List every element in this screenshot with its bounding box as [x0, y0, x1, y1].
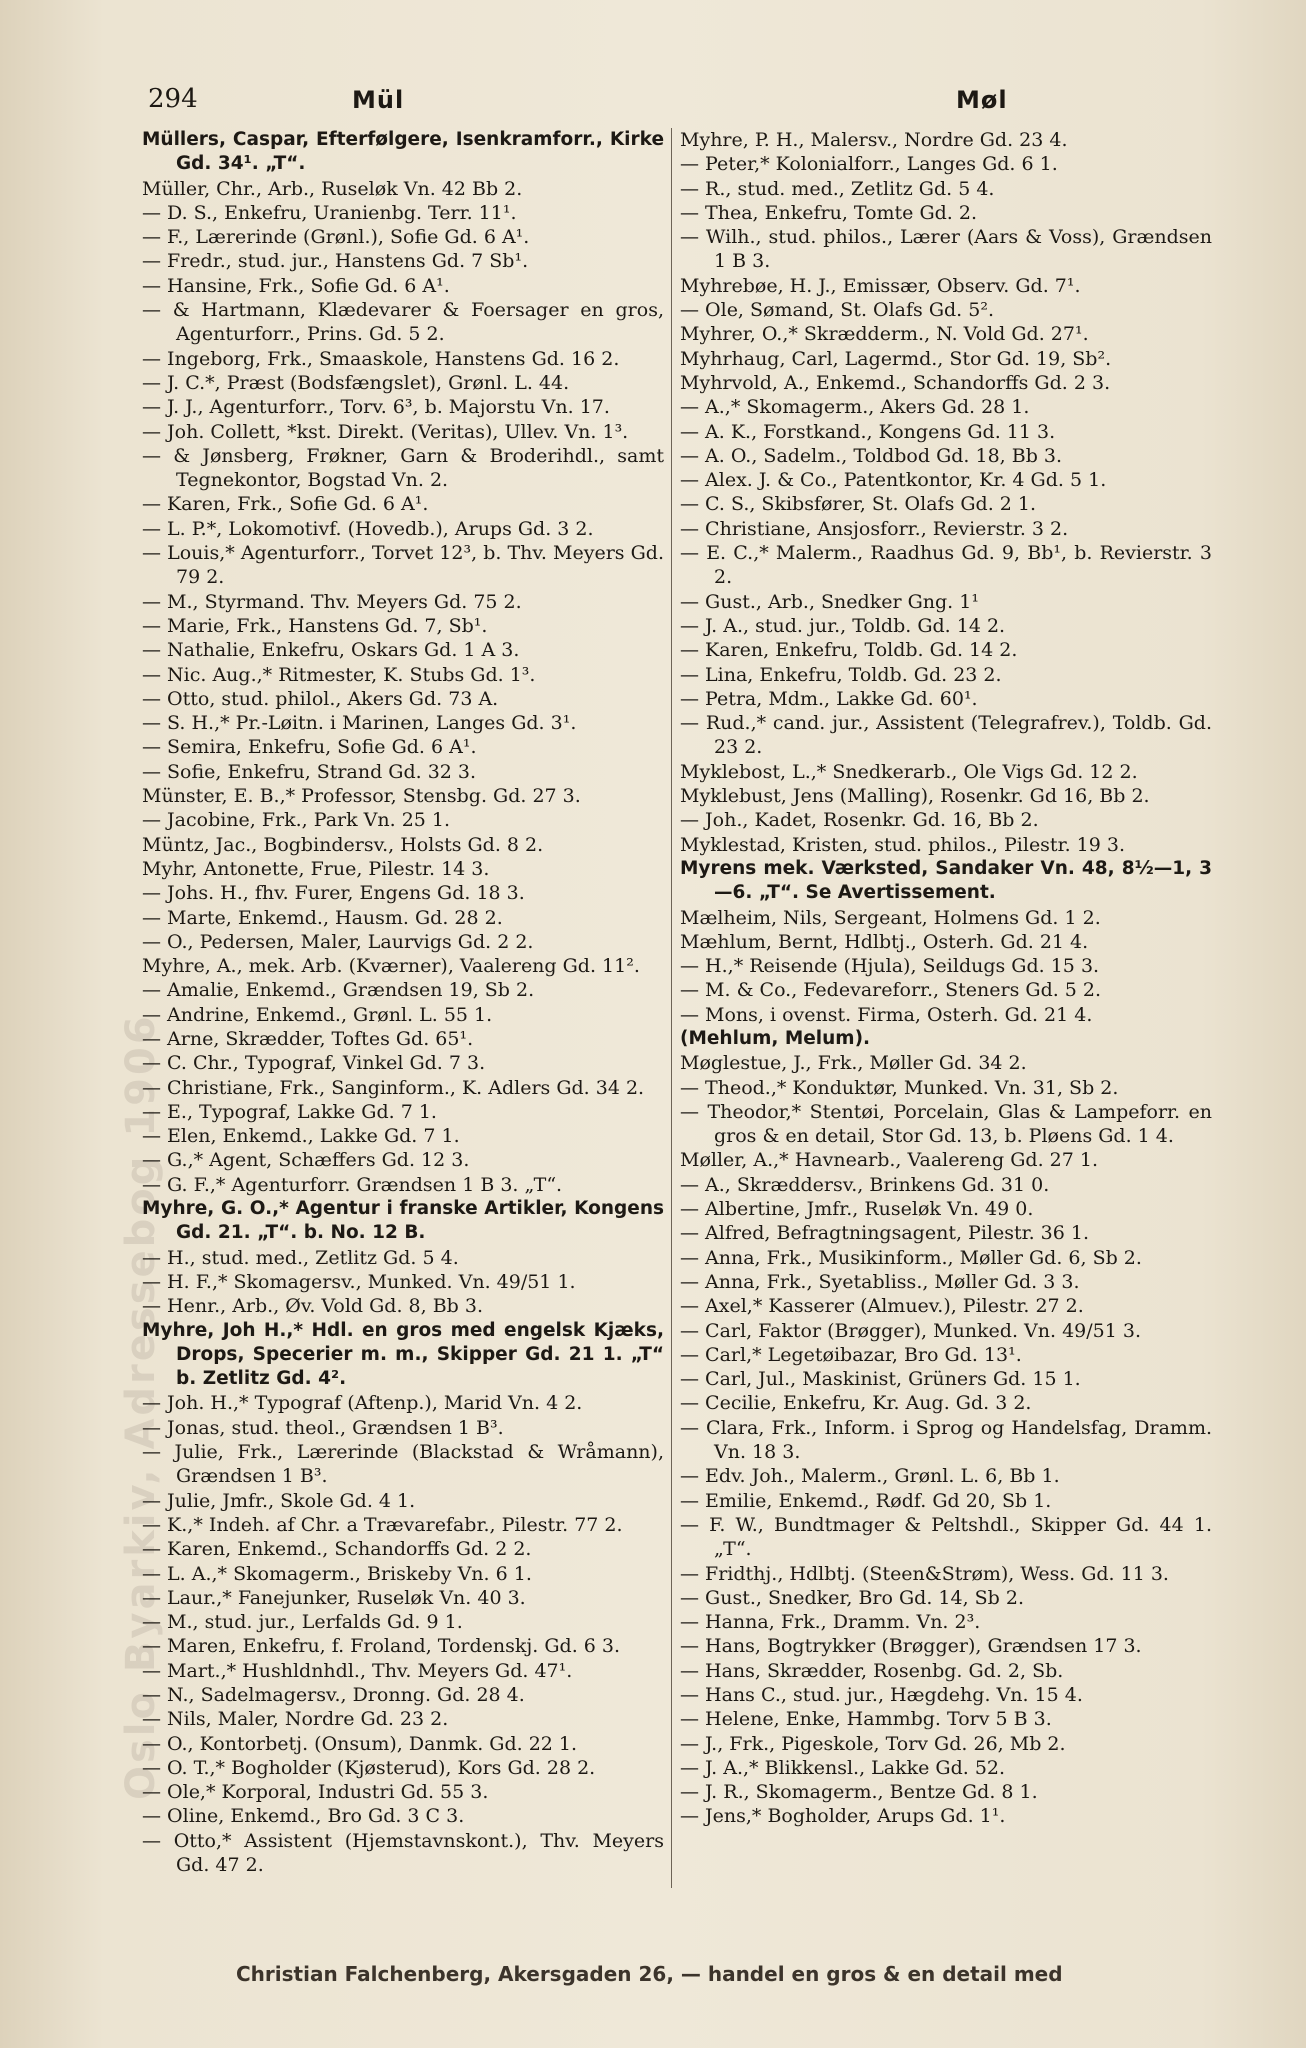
directory-entry: — N., Sadelmagersv., Dronng. Gd. 28 4. [142, 1684, 525, 1706]
directory-entry: — Rud.,* cand. jur., Assistent (Telegrafrev.), Toldb. Gd. 23 2. [680, 712, 1212, 759]
directory-entry: Müntz, Jac., Bogbindersv., Holsts Gd. 8 2. [142, 833, 544, 856]
directory-entry: Myklebust, Jens (Malling), Rosenkr. Gd 16, Bb 2. [680, 785, 1150, 808]
directory-entry: — J., Frk., Pigeskole, Torv Gd. 26, Mb 2. [680, 1732, 1066, 1755]
directory-entry: — C. Chr., Typograf, Vinkel Gd. 7 3. [142, 1052, 486, 1075]
directory-entry: — Alex. J. & Co., Patentkontor, Kr. 4 Gd. 5 1. [680, 469, 1107, 492]
directory-entry: — Julie, Frk., Lærerinde (Blackstad & Wråmann), Grændsen 1 B³. [142, 1441, 664, 1488]
directory-entry: — Karen, Frk., Sofie Gd. 6 A¹. [142, 493, 429, 516]
directory-entry: — A.,* Skomagerm., Akers Gd. 28 1. [680, 396, 1030, 419]
directory-entry: — Jonas, stud. theol., Grændsen 1 B³. [142, 1416, 504, 1439]
directory-entry: Myklestad, Kristen, stud. philos., Pilestr. 19 3. [680, 833, 1125, 856]
left-column [142, 128, 664, 1898]
directory-entry: — Carl, Jul., Maskinist, Grüners Gd. 15 1. [680, 1368, 1081, 1391]
directory-entry: — Hanna, Frk., Dramm. Vn. 2³. [680, 1611, 981, 1634]
directory-entry: — Cecilie, Enkefru, Kr. Aug. Gd. 3 2. [680, 1392, 1032, 1415]
directory-entry: — L. A.,* Skomagerm., Briskeby Vn. 6 1. [142, 1562, 532, 1585]
directory-entry: — Hans, Bogtrykker (Brøgger), Grændsen 17 3. [680, 1635, 1142, 1658]
directory-entry: — Marie, Frk., Hanstens Gd. 7, Sb¹. [142, 614, 488, 637]
directory-entry: — & Hartmann, Klædevarer & Foersager en gros, Agenturforr., Prins. Gd. 5 2. [142, 299, 664, 346]
directory-entry: — J. C.*, Præst (Bodsfængslet), Grønl. L. 44. [142, 371, 570, 394]
directory-entry: — Andrine, Enkemd., Grønl. L. 55 1. [142, 1003, 493, 1026]
directory-entry: Myhrer, O.,* Skrædderm., N. Vold Gd. 27¹. [680, 323, 1089, 346]
page-header [0, 84, 1306, 120]
directory-entry: Myhre, A., mek. Arb. (Kværner), Vaalereng Gd. 11². [142, 955, 640, 978]
directory-entry: (Mehlum, Melum). [680, 1027, 871, 1049]
directory-entry: — Elen, Enkemd., Lakke Gd. 7 1. [142, 1125, 460, 1148]
archive-stamp: Oslo Byarkiv, Adressebog 1906 [118, 1013, 164, 1800]
directory-entry: — E. C.,* Malerm., Raadhus Gd. 9, Bb¹, b. Revierstr. 3 2. [680, 542, 1212, 589]
directory-entry: — Nathalie, Enkefru, Oskars Gd. 1 A 3. [142, 639, 520, 662]
directory-entry: — Christiane, Frk., Sanginform., K. Adlers Gd. 34 2. [142, 1076, 645, 1099]
directory-entry: — O. T.,* Bogholder (Kjøsterud), Kors Gd. 28 2. [142, 1756, 596, 1779]
directory-entry: — Arne, Skrædder, Toftes Gd. 65¹. [142, 1027, 474, 1050]
directory-entry: — H.,* Reisende (Hjula), Seildugs Gd. 15 3. [680, 955, 1100, 978]
directory-entry: — Henr., Arb., Øv. Vold Gd. 8, Bb 3. [142, 1295, 483, 1318]
directory-entry: — Sofie, Enkefru, Strand Gd. 32 3. [142, 760, 477, 783]
directory-entry: — C. S., Skibsfører, St. Olafs Gd. 2 1. [680, 493, 1037, 516]
directory-entry: — A. O., Sadelm., Toldbod Gd. 18, Bb 3. [680, 444, 1063, 467]
directory-entry: — Semira, Enkefru, Sofie Gd. 6 A¹. [142, 736, 477, 759]
directory-entry: Münster, E. B.,* Professor, Stensbg. Gd. 27 3. [142, 785, 581, 808]
directory-entry: — Laur.,* Fanejunker, Ruseløk Vn. 40 3. [142, 1586, 526, 1609]
directory-entry: — Anna, Frk., Syetabliss., Møller Gd. 3 3. [680, 1270, 1080, 1293]
directory-entry: — Gust., Arb., Snedker Gng. 1¹ [680, 590, 979, 613]
directory-entry: — Emilie, Enkemd., Rødf. Gd 20, Sb 1. [680, 1489, 1052, 1512]
directory-entry: — Joh. Collett, *kst. Direkt. (Veritas), Ullev. Vn. 1³. [142, 420, 629, 443]
directory-entry: — J. R., Skomagerm., Bentze Gd. 8 1. [680, 1781, 1038, 1804]
directory-entry: — Mart.,* Hushldnhdl., Thv. Meyers Gd. 47¹. [142, 1659, 573, 1682]
directory-entry: Myhre, G. O.,* Agentur i franske Artikler, Kongens Gd. 21. „T“. b. No. 12 B. [142, 1198, 664, 1244]
directory-entry: — Jens,* Bogholder, Arups Gd. 1¹. [680, 1805, 1006, 1828]
directory-entry: — Fredr., stud. jur., Hanstens Gd. 7 Sb¹. [142, 250, 529, 273]
directory-entry: — Karen, Enkefru, Toldb. Gd. 14 2. [680, 639, 1018, 662]
directory-entry: — Christiane, Ansjosforr., Revierstr. 3 2. [680, 517, 1069, 540]
directory-entry: — Mons, i ovenst. Firma, Osterh. Gd. 21 4. [680, 1003, 1093, 1026]
directory-entry: — Albertine, Jmfr., Ruseløk Vn. 49 0. [680, 1198, 1034, 1221]
directory-entry: — L. P.*, Lokomotivf. (Hovedb.), Arups Gd. 3 2. [142, 517, 594, 540]
right-column [680, 128, 1212, 1898]
directory-entry: — M., stud. jur., Lerfalds Gd. 9 1. [142, 1611, 463, 1634]
directory-entry: — A., Skræddersv., Brinkens Gd. 31 0. [680, 1173, 1050, 1196]
directory-entry: — Oline, Enkemd., Bro Gd. 3 C 3. [142, 1805, 465, 1828]
directory-entry: Møglestue, J., Frk., Møller Gd. 34 2. [680, 1052, 1027, 1075]
directory-entry: — G. F.,* Agenturforr. Grændsen 1 B 3. „T“. [142, 1173, 563, 1196]
directory-entry: — H. F.,* Skomagersv., Munked. Vn. 49/51 1. [142, 1270, 576, 1293]
directory-entry: — O., Pedersen, Maler, Laurvigs Gd. 2 2. [142, 930, 534, 953]
directory-entry: — Marte, Enkemd., Hausm. Gd. 28 2. [142, 906, 503, 929]
directory-entry: — Julie, Jmfr., Skole Gd. 4 1. [142, 1489, 416, 1512]
directory-entry: — M. & Co., Fedevareforr., Steners Gd. 5 2. [680, 979, 1102, 1002]
directory-entry: — Joh. H.,* Typograf (Aftenp.), Marid Vn. 4 2. [142, 1392, 583, 1415]
directory-entry: — Louis,* Agenturforr., Torvet 12³, b. Thv. Meyers Gd. 79 2. [142, 542, 664, 589]
directory-entry: — F. W., Bundtmager & Peltshdl., Skipper Gd. 44 1. „T“. [680, 1513, 1212, 1561]
directory-entry: — Fridthj., Hdlbtj. (Steen&Strøm), Wess. Gd. 11 3. [680, 1562, 1169, 1585]
directory-entry: — Joh., Kadet, Rosenkr. Gd. 16, Bb 2. [680, 809, 1039, 832]
directory-entry: — Peter,* Kolonialforr., Langes Gd. 6 1. [680, 153, 1058, 176]
directory-entry: — Johs. H., fhv. Furer, Engens Gd. 18 3. [142, 882, 525, 905]
directory-entry: — Hansine, Frk., Sofie Gd. 6 A¹. [142, 274, 450, 297]
directory-entry: — Hans C., stud. jur., Hægdehg. Vn. 15 4. [680, 1684, 1083, 1706]
directory-entry: Myhrhaug, Carl, Lagermd., Stor Gd. 19, Sb². [680, 347, 1112, 370]
directory-entry: — Carl,* Legetøibazar, Bro Gd. 13¹. [680, 1343, 1022, 1366]
left-keyword: Mül [352, 86, 405, 114]
right-keyword: Møl [956, 86, 1008, 114]
directory-entry: — E., Typograf, Lakke Gd. 7 1. [142, 1100, 437, 1123]
directory-entry: — Edv. Joh., Malerm., Grønl. L. 6, Bb 1. [680, 1465, 1060, 1488]
directory-entry: — Anna, Frk., Musikinform., Møller Gd. 6, Sb 2. [680, 1246, 1142, 1269]
directory-entry: — Thea, Enkefru, Tomte Gd. 2. [680, 201, 978, 224]
directory-entry: — Ole, Sømand, St. Olafs Gd. 5². [680, 299, 994, 322]
directory-entry: — J. J., Agenturforr., Torv. 6³, b. Majorstu Vn. 17. [142, 396, 610, 419]
directory-entry: — Nils, Maler, Nordre Gd. 23 2. [142, 1708, 449, 1731]
page-number: 294 [148, 84, 198, 114]
directory-entry: — Theod.,* Konduktør, Munked. Vn. 31, Sb 2. [680, 1076, 1119, 1099]
directory-entry: — H., stud. med., Zetlitz Gd. 5 4. [142, 1246, 459, 1269]
directory-entry: — Amalie, Enkemd., Grændsen 19, Sb 2. [142, 979, 535, 1002]
column-divider [671, 128, 672, 1888]
directory-entry: — M., Styrmand. Thv. Meyers Gd. 75 2. [142, 590, 522, 613]
directory-entry: — Hans, Skrædder, Rosenbg. Gd. 2, Sb. [680, 1659, 1064, 1682]
directory-entry: Myhre, P. H., Malersv., Nordre Gd. 23 4. [680, 129, 1068, 151]
directory-entry: — Otto,* Assistent (Hjemstavnskont.), Thv. Meyers Gd. 47 2. [142, 1829, 664, 1877]
directory-entry: — & Jønsberg, Frøkner, Garn & Broderihdl., samt Tegnekontor, Bogstad Vn. 2. [142, 444, 664, 492]
directory-entry: — Lina, Enkefru, Toldb. Gd. 23 2. [680, 663, 1002, 686]
directory-entry: — J. A.,* Blikkensl., Lakke Gd. 52. [680, 1756, 1006, 1779]
directory-entry: Myklebost, L.,* Snedkerarb., Ole Vigs Gd. 12 2. [680, 760, 1138, 783]
directory-entry: Müllers, Caspar, Efterfølgere, Isenkramforr., Kirke Gd. 34¹. „T“. [142, 129, 664, 175]
directory-entry: — Gust., Snedker, Bro Gd. 14, Sb 2. [680, 1586, 1024, 1609]
directory-entry: — Clara, Frk., Inform. i Sprog og Handelsfag, Dramm. Vn. 18 3. [680, 1416, 1212, 1464]
directory-entry: — Axel,* Kasserer (Almuev.), Pilestr. 27 2. [680, 1295, 1084, 1318]
directory-entry: Myrens mek. Værksted, Sandaker Vn. 48, 8½—1, 3—6. „T“. Se Avertissement. [680, 857, 1212, 904]
directory-entry: — Jacobine, Frk., Park Vn. 25 1. [142, 809, 451, 832]
directory-entry: Myhre, Joh H.,* Hdl. en gros med engelsk Kjæks, Drops, Specerier m. m., Skipper Gd. 21 1. „T“ b. Zetlitz Gd. 4². [142, 1319, 664, 1390]
directory-entry: — O., Kontorbetj. (Onsum), Danmk. Gd. 22 1. [142, 1732, 578, 1755]
directory-entry: — R., stud. med., Zetlitz Gd. 5 4. [680, 177, 995, 200]
directory-entry: — G.,* Agent, Schæffers Gd. 12 3. [142, 1149, 470, 1172]
directory-entry: — Ingeborg, Frk., Smaaskole, Hanstens Gd. 16 2. [142, 347, 620, 370]
directory-entry: — Theodor,* Stentøi, Porcelain, Glas & Lampeforr. en gros & en detail, Stor Gd. 13, b. Pløens Gd. 1 4. [680, 1100, 1212, 1148]
directory-entry: Myhrvold, A., Enkemd., Schandorffs Gd. 2 3. [680, 371, 1111, 394]
directory-entry: Müller, Chr., Arb., Ruseløk Vn. 42 Bb 2. [142, 177, 523, 200]
directory-entry: Myhrebøe, H. J., Emissær, Observ. Gd. 7¹. [680, 274, 1081, 297]
directory-entry: — Maren, Enkefru, f. Froland, Tordenskj. Gd. 6 3. [142, 1635, 621, 1658]
directory-entry: Møller, A.,* Havnearb., Vaalereng Gd. 27 1. [680, 1149, 1098, 1172]
directory-entry: — Otto, stud. philol., Akers Gd. 73 A. [142, 687, 499, 710]
directory-entry: Mæhlum, Bernt, Hdlbtj., Osterh. Gd. 21 4. [680, 930, 1089, 953]
directory-entry: — Petra, Mdm., Lakke Gd. 60¹. [680, 687, 978, 710]
directory-entry: — F., Lærerinde (Grønl.), Sofie Gd. 6 A¹. [142, 226, 530, 249]
directory-entry: Mælheim, Nils, Sergeant, Holmens Gd. 1 2. [680, 906, 1101, 929]
directory-entry: — Ole,* Korporal, Industri Gd. 55 3. [142, 1781, 489, 1804]
directory-entry: — K.,* Indeh. af Chr. a Trævarefabr., Pilestr. 77 2. [142, 1513, 623, 1536]
directory-entry: — Carl, Faktor (Brøgger), Munked. Vn. 49/51 3. [680, 1319, 1142, 1342]
directory-entry: — Helene, Enke, Hammbg. Torv 5 B 3. [680, 1708, 1052, 1731]
directory-entry: Myhr, Antonette, Frue, Pilestr. 14 3. [142, 857, 490, 880]
directory-entry: — A. K., Forstkand., Kongens Gd. 11 3. [680, 420, 1056, 443]
directory-entry: — Alfred, Befragtningsagent, Pilestr. 36 1. [680, 1222, 1090, 1245]
directory-entry: — Nic. Aug.,* Ritmester, K. Stubs Gd. 1³. [142, 663, 536, 686]
directory-entry: — Karen, Enkemd., Schandorffs Gd. 2 2. [142, 1538, 532, 1561]
directory-entry: — J. A., stud. jur., Toldb. Gd. 14 2. [680, 614, 1006, 637]
directory-entry: — S. H.,* Pr.-Løitn. i Marinen, Langes Gd. 3¹. [142, 712, 577, 735]
directory-entry: — Wilh., stud. philos., Lærer (Aars & Voss), Grændsen 1 B 3. [680, 226, 1212, 273]
footer-advertisement: Christian Falchenberg, Akersgaden 26, — handel en gros & en detail med [236, 1962, 1063, 1986]
directory-entry: — D. S., Enkefru, Uranienbg. Terr. 11¹. [142, 201, 517, 224]
